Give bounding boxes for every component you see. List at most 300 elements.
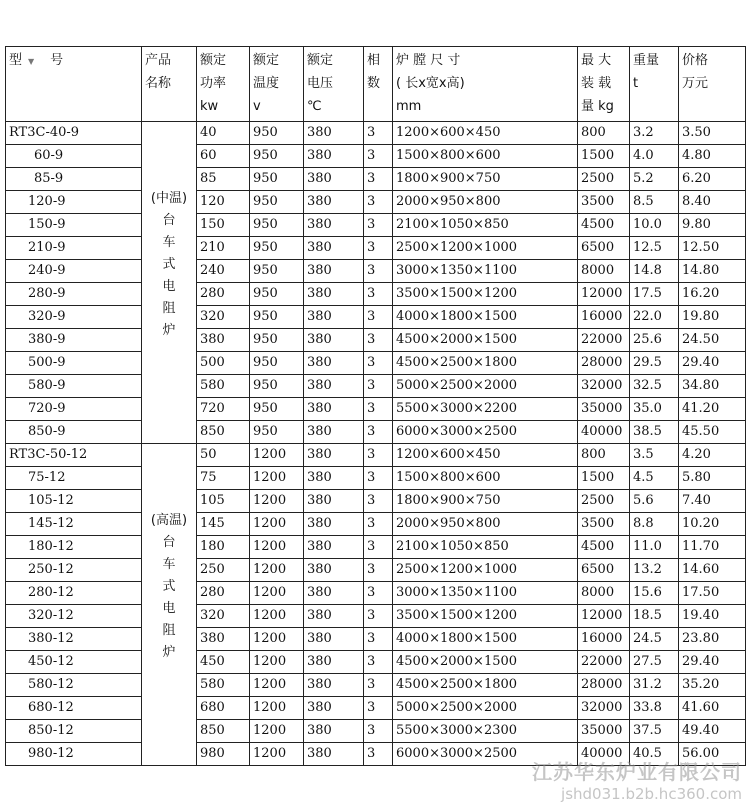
size-cell: 4000×1800×1500	[393, 628, 578, 651]
weight-cell: 40.5	[630, 743, 679, 766]
phase-cell: 3	[364, 743, 393, 766]
weight-cell: 29.5	[630, 352, 679, 375]
weight-cell: 22.0	[630, 306, 679, 329]
voltage-cell: 380	[304, 329, 364, 352]
load-cell: 40000	[578, 743, 630, 766]
phase-cell: 3	[364, 651, 393, 674]
phase-cell: 3	[364, 536, 393, 559]
weight-cell: 17.5	[630, 283, 679, 306]
temp-cell: 1200	[250, 536, 304, 559]
table-row	[6, 697, 746, 720]
load-cell: 800	[578, 122, 630, 145]
power-cell: 145	[197, 513, 250, 536]
load-cell: 4500	[578, 536, 630, 559]
price-cell: 29.40	[679, 651, 746, 674]
power-cell: 500	[197, 352, 250, 375]
size-cell: 4500×2000×1500	[393, 651, 578, 674]
voltage-cell: 380	[304, 651, 364, 674]
voltage-cell: 380	[304, 168, 364, 191]
size-cell: 1500×800×600	[393, 145, 578, 168]
phase-cell: 3	[364, 306, 393, 329]
price-cell: 8.40	[679, 191, 746, 214]
load-cell: 1500	[578, 145, 630, 168]
temp-cell: 1200	[250, 444, 304, 467]
model-cell: 60-9	[6, 145, 142, 168]
voltage-cell: 380	[304, 536, 364, 559]
temp-cell: 1200	[250, 697, 304, 720]
phase-cell: 3	[364, 513, 393, 536]
temp-cell: 1200	[250, 467, 304, 490]
voltage-cell: 380	[304, 122, 364, 145]
power-cell: 980	[197, 743, 250, 766]
table-row	[6, 743, 746, 766]
weight-cell: 12.5	[630, 237, 679, 260]
model-cell: 120-9	[6, 191, 142, 214]
power-cell: 580	[197, 674, 250, 697]
load-cell: 3500	[578, 513, 630, 536]
price-cell: 19.80	[679, 306, 746, 329]
load-cell: 40000	[578, 421, 630, 444]
model-cell: RT3C-40-9	[6, 122, 142, 145]
size-cell: 1200×600×450	[393, 122, 578, 145]
model-cell: 85-9	[6, 168, 142, 191]
table-body	[6, 122, 746, 766]
load-cell: 1500	[578, 467, 630, 490]
load-cell: 2500	[578, 490, 630, 513]
price-cell: 14.60	[679, 559, 746, 582]
temp-cell: 950	[250, 375, 304, 398]
load-cell: 16000	[578, 306, 630, 329]
load-cell: 800	[578, 444, 630, 467]
product-name-line: 车	[162, 235, 176, 250]
weight-cell: 38.5	[630, 421, 679, 444]
product-name-line: 炉	[162, 323, 176, 338]
price-cell: 29.40	[679, 352, 746, 375]
product-name-line: 阻	[162, 301, 176, 316]
weight-cell: 3.5	[630, 444, 679, 467]
price-cell: 41.60	[679, 697, 746, 720]
table-row	[6, 122, 746, 145]
weight-cell: 8.5	[630, 191, 679, 214]
model-cell: 450-12	[6, 651, 142, 674]
phase-cell: 3	[364, 467, 393, 490]
power-cell: 280	[197, 582, 250, 605]
voltage-cell: 380	[304, 260, 364, 283]
voltage-cell: 380	[304, 145, 364, 168]
phase-cell: 3	[364, 283, 393, 306]
size-cell: 2000×950×800	[393, 191, 578, 214]
size-cell: 3000×1350×1100	[393, 582, 578, 605]
voltage-cell: 380	[304, 375, 364, 398]
model-cell: 850-12	[6, 720, 142, 743]
power-cell: 280	[197, 283, 250, 306]
table-row	[6, 536, 746, 559]
weight-cell: 5.2	[630, 168, 679, 191]
table-row	[6, 628, 746, 651]
weight-cell: 13.2	[630, 559, 679, 582]
load-cell: 8000	[578, 582, 630, 605]
phase-cell: 3	[364, 260, 393, 283]
load-cell: 28000	[578, 352, 630, 375]
temp-cell: 950	[250, 421, 304, 444]
load-cell: 3500	[578, 191, 630, 214]
size-cell: 3000×1350×1100	[393, 260, 578, 283]
table-row	[6, 260, 746, 283]
phase-cell: 3	[364, 421, 393, 444]
phase-cell: 3	[364, 582, 393, 605]
size-cell: 4500×2500×1800	[393, 674, 578, 697]
power-cell: 150	[197, 214, 250, 237]
model-cell: 580-9	[6, 375, 142, 398]
model-cell: 380-9	[6, 329, 142, 352]
size-cell: 2500×1200×1000	[393, 237, 578, 260]
phase-cell: 3	[364, 122, 393, 145]
weight-cell: 33.8	[630, 697, 679, 720]
size-cell: 6000×3000×2500	[393, 421, 578, 444]
table-row	[6, 237, 746, 260]
product-name-line: 台	[162, 213, 176, 228]
table-row	[6, 329, 746, 352]
model-cell: 180-12	[6, 536, 142, 559]
price-cell: 19.40	[679, 605, 746, 628]
temp-cell: 1200	[250, 628, 304, 651]
load-cell: 2500	[578, 168, 630, 191]
voltage-cell: 380	[304, 628, 364, 651]
voltage-cell: 380	[304, 214, 364, 237]
weight-cell: 31.2	[630, 674, 679, 697]
size-cell: 3500×1500×1200	[393, 283, 578, 306]
voltage-cell: 380	[304, 743, 364, 766]
product-name-line: (中温)	[150, 191, 188, 206]
header-row	[6, 47, 746, 122]
model-cell: 150-9	[6, 214, 142, 237]
power-cell: 240	[197, 260, 250, 283]
table-row	[6, 191, 746, 214]
price-cell: 9.80	[679, 214, 746, 237]
price-cell: 12.50	[679, 237, 746, 260]
temp-cell: 1200	[250, 674, 304, 697]
power-cell: 120	[197, 191, 250, 214]
product-name-line: 台	[162, 535, 176, 550]
size-cell: 4000×1800×1500	[393, 306, 578, 329]
load-cell: 35000	[578, 398, 630, 421]
voltage-cell: 380	[304, 237, 364, 260]
temp-cell: 1200	[250, 720, 304, 743]
size-cell: 2100×1050×850	[393, 536, 578, 559]
price-cell: 4.20	[679, 444, 746, 467]
price-cell: 7.40	[679, 490, 746, 513]
power-cell: 180	[197, 536, 250, 559]
table-row	[6, 559, 746, 582]
size-cell: 1800×900×750	[393, 490, 578, 513]
temp-cell: 950	[250, 329, 304, 352]
load-cell: 22000	[578, 651, 630, 674]
table-row	[6, 582, 746, 605]
table-row	[6, 168, 746, 191]
load-cell: 32000	[578, 697, 630, 720]
table-row	[6, 674, 746, 697]
load-cell: 4500	[578, 214, 630, 237]
phase-cell: 3	[364, 352, 393, 375]
phase-cell: 3	[364, 375, 393, 398]
table-row	[6, 651, 746, 674]
col-model: 型 ▼ 号	[6, 47, 142, 122]
weight-cell: 27.5	[630, 651, 679, 674]
temp-cell: 950	[250, 168, 304, 191]
col-voltage: 额定 电压 ℃	[304, 47, 364, 122]
dropdown-icon: ▼	[28, 57, 35, 66]
weight-cell: 10.0	[630, 214, 679, 237]
price-cell: 56.00	[679, 743, 746, 766]
size-cell: 4500×2500×1800	[393, 352, 578, 375]
model-cell: 380-12	[6, 628, 142, 651]
weight-cell: 4.5	[630, 467, 679, 490]
col-product-name: 产品 名称	[142, 47, 197, 122]
power-cell: 320	[197, 605, 250, 628]
temp-cell: 950	[250, 260, 304, 283]
table-row	[6, 398, 746, 421]
model-cell: 680-12	[6, 697, 142, 720]
voltage-cell: 380	[304, 582, 364, 605]
price-cell: 5.80	[679, 467, 746, 490]
power-cell: 320	[197, 306, 250, 329]
price-cell: 6.20	[679, 168, 746, 191]
price-cell: 3.50	[679, 122, 746, 145]
size-cell: 5500×3000×2200	[393, 398, 578, 421]
size-cell: 2000×950×800	[393, 513, 578, 536]
spec-table	[5, 46, 746, 766]
model-cell: 210-9	[6, 237, 142, 260]
model-cell: 280-12	[6, 582, 142, 605]
price-cell: 14.80	[679, 260, 746, 283]
model-cell: 500-9	[6, 352, 142, 375]
voltage-cell: 380	[304, 421, 364, 444]
model-cell: 75-12	[6, 467, 142, 490]
phase-cell: 3	[364, 720, 393, 743]
model-cell: 580-12	[6, 674, 142, 697]
table-row	[6, 605, 746, 628]
price-cell: 4.80	[679, 145, 746, 168]
voltage-cell: 380	[304, 467, 364, 490]
price-cell: 10.20	[679, 513, 746, 536]
table-row	[6, 421, 746, 444]
size-cell: 2100×1050×850	[393, 214, 578, 237]
weight-cell: 8.8	[630, 513, 679, 536]
phase-cell: 3	[364, 444, 393, 467]
size-cell: 5500×3000×2300	[393, 720, 578, 743]
power-cell: 105	[197, 490, 250, 513]
size-cell: 5000×2500×2000	[393, 697, 578, 720]
table-row	[6, 352, 746, 375]
table-row	[6, 214, 746, 237]
temp-cell: 950	[250, 122, 304, 145]
size-cell: 3500×1500×1200	[393, 605, 578, 628]
model-cell: 320-12	[6, 605, 142, 628]
product-name-line: 电	[162, 279, 176, 294]
price-cell: 24.50	[679, 329, 746, 352]
size-cell: 5000×2500×2000	[393, 375, 578, 398]
temp-cell: 1200	[250, 490, 304, 513]
voltage-cell: 380	[304, 444, 364, 467]
weight-cell: 37.5	[630, 720, 679, 743]
power-cell: 60	[197, 145, 250, 168]
size-cell: 6000×3000×2500	[393, 743, 578, 766]
phase-cell: 3	[364, 145, 393, 168]
voltage-cell: 380	[304, 283, 364, 306]
product-name-line: 车	[162, 557, 176, 572]
temp-cell: 1200	[250, 651, 304, 674]
watermark: 江苏华东炉业有限公司 jshd031.b2b.hc360.com	[532, 760, 742, 803]
power-cell: 850	[197, 720, 250, 743]
price-cell: 41.20	[679, 398, 746, 421]
load-cell: 12000	[578, 283, 630, 306]
voltage-cell: 380	[304, 720, 364, 743]
size-cell: 1200×600×450	[393, 444, 578, 467]
product-name-cell	[142, 444, 197, 766]
price-cell: 17.50	[679, 582, 746, 605]
model-cell: 320-9	[6, 306, 142, 329]
col-power: 额定 功率 kw	[197, 47, 250, 122]
model-cell: 850-9	[6, 421, 142, 444]
load-cell: 6500	[578, 559, 630, 582]
product-name-line: 炉	[162, 645, 176, 660]
temp-cell: 1200	[250, 582, 304, 605]
price-cell: 16.20	[679, 283, 746, 306]
table-row	[6, 513, 746, 536]
phase-cell: 3	[364, 329, 393, 352]
temp-cell: 950	[250, 398, 304, 421]
weight-cell: 4.0	[630, 145, 679, 168]
temp-cell: 1200	[250, 513, 304, 536]
temp-cell: 950	[250, 191, 304, 214]
price-cell: 23.80	[679, 628, 746, 651]
voltage-cell: 380	[304, 306, 364, 329]
size-cell: 1800×900×750	[393, 168, 578, 191]
product-name-line: 式	[162, 579, 176, 594]
load-cell: 22000	[578, 329, 630, 352]
model-cell: 980-12	[6, 743, 142, 766]
power-cell: 50	[197, 444, 250, 467]
col-weight: 重量 t	[630, 47, 679, 122]
power-cell: 210	[197, 237, 250, 260]
weight-cell: 14.8	[630, 260, 679, 283]
power-cell: 580	[197, 375, 250, 398]
load-cell: 35000	[578, 720, 630, 743]
table-row	[6, 444, 746, 467]
voltage-cell: 380	[304, 513, 364, 536]
load-cell: 28000	[578, 674, 630, 697]
load-cell: 16000	[578, 628, 630, 651]
power-cell: 380	[197, 329, 250, 352]
temp-cell: 1200	[250, 743, 304, 766]
col-temperature: 额定 温度 v	[250, 47, 304, 122]
table-row	[6, 720, 746, 743]
product-name-line: 式	[162, 257, 176, 272]
col-chamber-size: 炉 膛 尺 寸 ( 长x宽x高) mm	[393, 47, 578, 122]
power-cell: 850	[197, 421, 250, 444]
voltage-cell: 380	[304, 674, 364, 697]
size-cell: 1500×800×600	[393, 467, 578, 490]
load-cell: 32000	[578, 375, 630, 398]
voltage-cell: 380	[304, 490, 364, 513]
power-cell: 380	[197, 628, 250, 651]
voltage-cell: 380	[304, 697, 364, 720]
product-name-line: 阻	[162, 623, 176, 638]
power-cell: 720	[197, 398, 250, 421]
temp-cell: 950	[250, 283, 304, 306]
price-cell: 11.70	[679, 536, 746, 559]
col-max-load: 最 大 装 载 量 kg	[578, 47, 630, 122]
phase-cell: 3	[364, 490, 393, 513]
table-row	[6, 467, 746, 490]
temp-cell: 950	[250, 352, 304, 375]
size-cell: 2500×1200×1000	[393, 559, 578, 582]
voltage-cell: 380	[304, 191, 364, 214]
weight-cell: 5.6	[630, 490, 679, 513]
table-row	[6, 375, 746, 398]
phase-cell: 3	[364, 674, 393, 697]
product-name-line: (高温)	[150, 513, 188, 528]
price-cell: 45.50	[679, 421, 746, 444]
temp-cell: 950	[250, 306, 304, 329]
product-name-line: 电	[162, 601, 176, 616]
table-row	[6, 283, 746, 306]
model-cell: 240-9	[6, 260, 142, 283]
voltage-cell: 380	[304, 352, 364, 375]
temp-cell: 950	[250, 145, 304, 168]
model-cell: 105-12	[6, 490, 142, 513]
model-cell: RT3C-50-12	[6, 444, 142, 467]
weight-cell: 18.5	[630, 605, 679, 628]
table-row	[6, 306, 746, 329]
weight-cell: 11.0	[630, 536, 679, 559]
price-cell: 34.80	[679, 375, 746, 398]
table-row	[6, 145, 746, 168]
price-cell: 35.20	[679, 674, 746, 697]
weight-cell: 32.5	[630, 375, 679, 398]
voltage-cell: 380	[304, 398, 364, 421]
col-phases: 相 数	[364, 47, 393, 122]
weight-cell: 15.6	[630, 582, 679, 605]
voltage-cell: 380	[304, 605, 364, 628]
phase-cell: 3	[364, 214, 393, 237]
size-cell: 4500×2000×1500	[393, 329, 578, 352]
temp-cell: 950	[250, 214, 304, 237]
phase-cell: 3	[364, 697, 393, 720]
load-cell: 8000	[578, 260, 630, 283]
col-price: 价格 万元	[679, 47, 746, 122]
phase-cell: 3	[364, 168, 393, 191]
table-row	[6, 490, 746, 513]
phase-cell: 3	[364, 559, 393, 582]
weight-cell: 24.5	[630, 628, 679, 651]
phase-cell: 3	[364, 237, 393, 260]
power-cell: 75	[197, 467, 250, 490]
power-cell: 250	[197, 559, 250, 582]
model-cell: 145-12	[6, 513, 142, 536]
power-cell: 450	[197, 651, 250, 674]
model-cell: 720-9	[6, 398, 142, 421]
power-cell: 680	[197, 697, 250, 720]
model-cell: 250-12	[6, 559, 142, 582]
price-cell: 49.40	[679, 720, 746, 743]
weight-cell: 3.2	[630, 122, 679, 145]
product-name-cell	[142, 122, 197, 444]
temp-cell: 950	[250, 237, 304, 260]
voltage-cell: 380	[304, 559, 364, 582]
temp-cell: 1200	[250, 605, 304, 628]
weight-cell: 25.6	[630, 329, 679, 352]
